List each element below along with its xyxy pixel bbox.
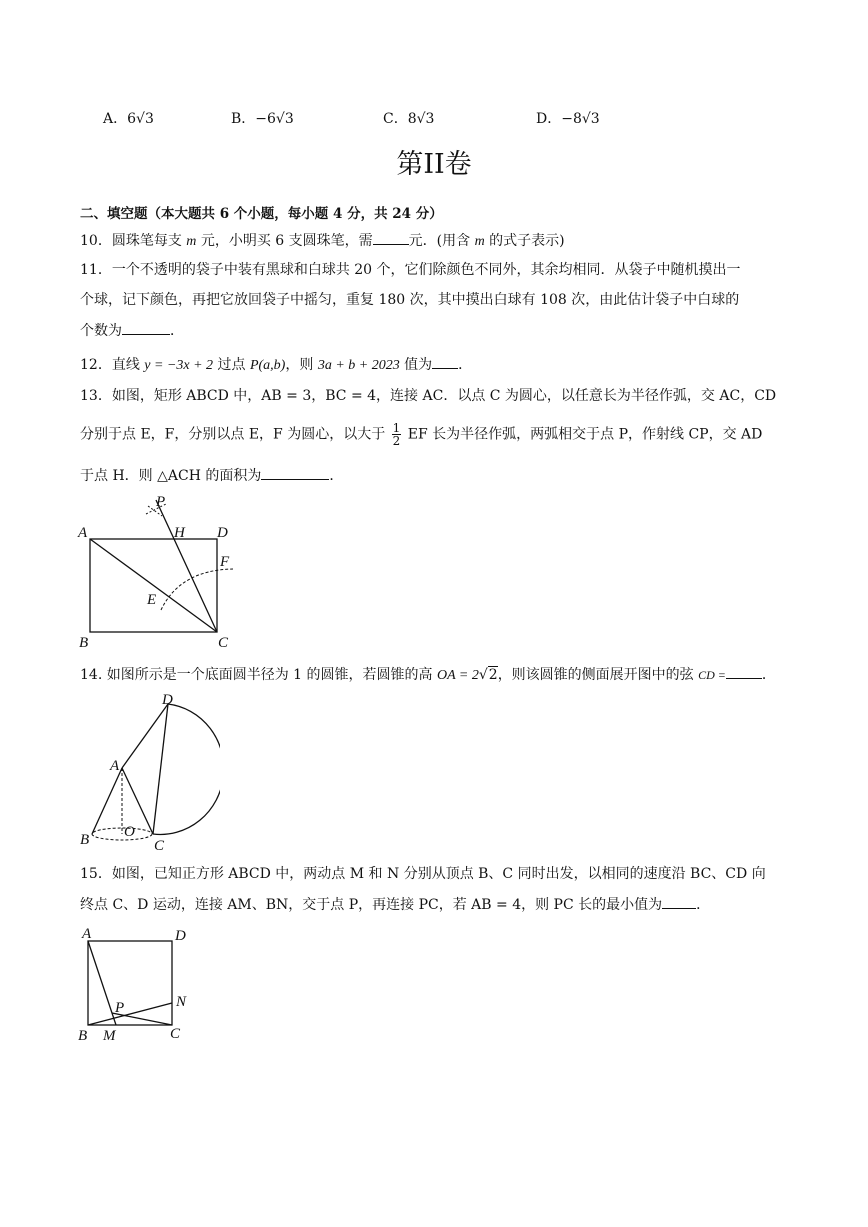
q10-var-m: m	[186, 234, 197, 249]
q12-text-2: 过点	[217, 357, 246, 373]
q12-answer-blank[interactable]	[432, 354, 458, 369]
fig15-label-m: M	[103, 1028, 116, 1044]
section-header: 二、填空题（本大题共 6 个小题，每小题 4 分，共 24 分）	[80, 206, 443, 222]
fig15-label-p: P	[115, 1000, 125, 1016]
option-c: C．8√3	[383, 111, 435, 127]
fig14-label-c: C	[154, 838, 165, 854]
q13-period: ．	[329, 468, 344, 484]
q12-text-3: ，则	[285, 357, 314, 373]
q12-period: ．	[458, 357, 473, 373]
question-12	[80, 354, 472, 376]
q13-line-2	[80, 422, 762, 447]
arc-cd	[153, 704, 220, 834]
q13-frac-num: 1	[392, 421, 401, 435]
q14-period: ．	[761, 667, 776, 683]
q12-text-4: 值为	[404, 357, 433, 373]
q11-answer-blank[interactable]	[122, 320, 170, 335]
ray-cp	[156, 500, 217, 632]
fig13-label-f: F	[220, 554, 230, 570]
fig13-label-b: B	[79, 635, 89, 651]
fig13-label-e: E	[147, 592, 157, 608]
fig13-label-a: A	[78, 525, 88, 541]
question-10	[80, 230, 565, 252]
option-a: A．6√3	[103, 111, 154, 127]
square-abcd	[88, 941, 172, 1025]
fig15-label-a: A	[82, 926, 92, 942]
q10-var-m2: m	[474, 234, 485, 249]
fig14-label-a: A	[110, 758, 120, 774]
q11-line-3	[80, 320, 184, 341]
part-title: 第II卷	[396, 149, 472, 180]
q15-line-2	[80, 894, 710, 915]
segment-bn	[88, 1003, 172, 1025]
q13-line-3	[80, 465, 343, 486]
option-b: B．−6√3	[231, 111, 294, 127]
q11-line-1: 11．一个不透明的袋子中装有黑球和白球共 20 个，它们除颜色不同外，其余均相同．从袋子中随机摸出一	[80, 262, 741, 278]
fig14-label-b: B	[80, 832, 90, 848]
q15-answer-blank[interactable]	[662, 894, 696, 909]
q12-text-1: 12．直线	[80, 357, 140, 373]
q13-text-3a: 于点 H．则 △ACH 的面积为	[80, 468, 262, 484]
q10-num: 10．	[80, 233, 112, 249]
q14-height-expr: OA = 2	[436, 668, 479, 683]
option-d: D．−8√3	[536, 111, 600, 127]
fig15-label-n: N	[176, 994, 187, 1010]
q10-text-1: 圆珠笔每支	[111, 233, 182, 249]
q14-chord-expr: CD =	[698, 668, 726, 682]
fig13-label-d: D	[217, 525, 228, 541]
figure-15	[70, 920, 210, 1050]
figure-13	[70, 492, 250, 652]
fig15-label-d: D	[175, 928, 186, 944]
q10-text-2: 元，小明买 6 支圆珠笔，需	[200, 233, 373, 249]
q14-sqrt-value: 2	[488, 667, 498, 683]
fig13-label-h: H	[174, 525, 185, 541]
q11-period: ．	[170, 323, 184, 339]
cone-left-edge	[92, 768, 122, 834]
q13-text-2a: 分别于点 E，F，分别以点 E，F 为圆心，以大于	[80, 426, 386, 443]
q15-text-2a: 终点 C、D 运动，连接 AM、BN，交于点 P，再连接 PC，若 AB = 4，则 PC 长的最小值为	[80, 897, 663, 913]
q14-text-1: 14. 如图所示是一个底面圆半径为 1 的圆锥，若圆锥的高	[80, 667, 433, 683]
q10-answer-blank[interactable]	[373, 230, 409, 245]
q15-period: ．	[696, 897, 711, 913]
q10-text-3: 元．(用含	[408, 233, 471, 249]
q13-text-2b: EF 长为半径作弧，两弧相交于点 P，作射线 CP，交 AD	[407, 426, 763, 443]
fig14-label-d: D	[162, 692, 173, 708]
q14-answer-blank[interactable]	[726, 664, 762, 679]
question-14: 14. 如图所示是一个底面圆半径为 1 的圆锥，若圆锥的高 OA = 2√2，则该圆锥的侧面展开图中的弦 CD = ．	[80, 664, 776, 686]
fig14-label-o: O	[124, 824, 135, 840]
q14-text-2: ，则该圆锥的侧面展开图中的弦	[497, 667, 694, 683]
chord-cd	[153, 704, 168, 834]
q13-line-1: 13．如图，矩形 ABCD 中，AB = 3，BC = 4，连接 AC．以点 C 为圆心，以任意长为半径作弧，交 AC，CD	[80, 388, 777, 404]
q13-frac-den: 2	[392, 434, 401, 448]
q10-text-4: 的式子表示)	[489, 233, 565, 249]
fig13-label-p: P	[156, 494, 166, 510]
fig15-label-b: B	[78, 1028, 88, 1044]
q11-text: 个数为	[80, 323, 122, 339]
figure-14	[70, 688, 220, 858]
q15-line-1: 15．如图，已知正方形 ABCD 中，两动点 M 和 N 分别从顶点 B、C 同时出发，以相同的速度沿 BC、CD 向	[80, 866, 766, 882]
q13-answer-blank[interactable]	[261, 465, 329, 480]
fig13-label-c: C	[218, 635, 229, 651]
q12-expression: 3a + b + 2023	[317, 358, 400, 373]
q13-fraction	[392, 422, 402, 447]
segment-am	[88, 941, 116, 1025]
diagonal-ac	[90, 539, 217, 632]
fig15-label-c: C	[170, 1026, 181, 1042]
q11-line-2: 个球，记下颜色，再把它放回袋子中摇匀，重复 180 次，其中摸出白球有 108 次，由此估计袋子中白球的	[80, 292, 740, 308]
q12-line-equation: y = −3x + 2	[144, 358, 214, 373]
q12-point: P(a,b)	[249, 358, 286, 373]
